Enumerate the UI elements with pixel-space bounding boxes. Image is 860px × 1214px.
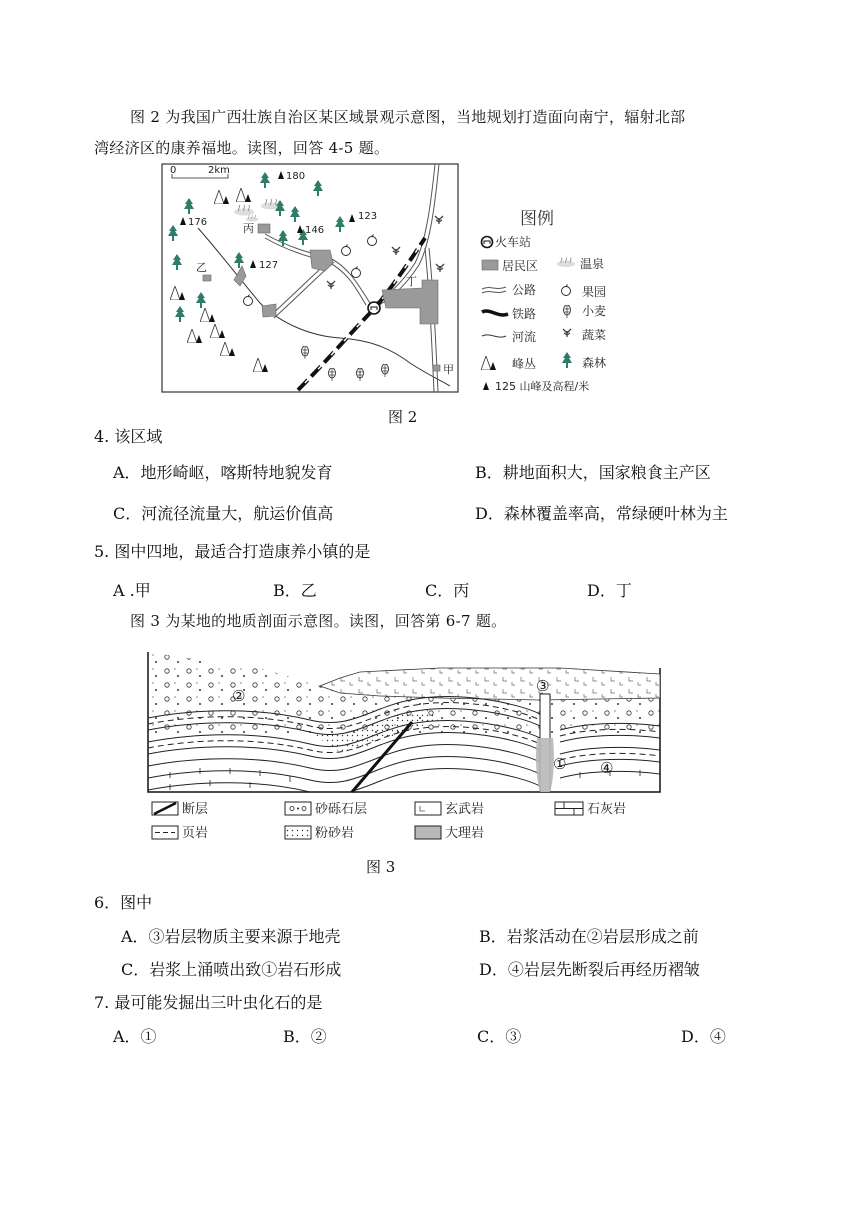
legend-limestone-icon bbox=[555, 802, 583, 815]
legend-railway: 铁路 bbox=[512, 307, 537, 321]
peak-elevation: 123 bbox=[358, 211, 378, 222]
place-bing: 丙 bbox=[243, 222, 254, 235]
legend-gravel-icon bbox=[285, 802, 311, 815]
peak-elevation: 176 bbox=[188, 217, 208, 228]
place-jia: 甲 bbox=[443, 363, 454, 376]
place-yi: 乙 bbox=[196, 261, 207, 274]
q7-option-a[interactable]: A．① bbox=[113, 1027, 157, 1046]
legend-orchard-icon bbox=[562, 285, 571, 296]
q4-option-c[interactable]: C．河流径流量大，航运价值高 bbox=[113, 504, 334, 523]
legend-limestone: 石灰岩 bbox=[587, 802, 627, 817]
legend-railway-icon bbox=[482, 311, 508, 315]
legend-road: 公路 bbox=[512, 283, 537, 297]
train-station-icon bbox=[368, 302, 380, 314]
legend-hotspring-icon bbox=[557, 257, 575, 267]
legend-fault: 断层 bbox=[182, 802, 209, 817]
legend-shale: 页岩 bbox=[182, 826, 209, 841]
legend-residential: 居民区 bbox=[502, 259, 539, 273]
legend-peak-icon bbox=[483, 382, 489, 390]
legend-station-icon bbox=[482, 237, 493, 248]
legend-forest: 森林 bbox=[582, 356, 607, 370]
geologic-section-figure bbox=[140, 638, 670, 848]
legend-forest-icon bbox=[562, 352, 572, 368]
q7-option-b[interactable]: B．② bbox=[283, 1027, 327, 1046]
legend-siltstone-icon bbox=[285, 826, 311, 839]
intro-line-1: 图 2 为我国广西壮族自治区某区域景观示意图，当地规划打造面向南宁，辐射北部 bbox=[130, 108, 686, 126]
landscape-map-figure bbox=[150, 158, 630, 398]
q4-option-a[interactable]: A．地形崎岖，喀斯特地貌发育 bbox=[113, 463, 333, 482]
q5-stem: 5. 图中四地，最适合打造康养小镇的是 bbox=[94, 542, 371, 561]
peak-elevation: 146 bbox=[305, 225, 325, 236]
legend-residential-icon bbox=[482, 260, 498, 270]
legend-orchard: 果园 bbox=[582, 285, 607, 299]
legend-shale-icon bbox=[152, 826, 178, 839]
legend-peak-cluster: 峰丛 bbox=[512, 357, 537, 371]
legend-river: 河流 bbox=[512, 330, 537, 344]
q7-stem: 7. 最可能发掘出三叶虫化石的是 bbox=[94, 993, 323, 1012]
legend-vegetable: 蔬菜 bbox=[582, 328, 607, 342]
section-label-3: ③ bbox=[536, 677, 550, 695]
legend-wheat: 小麦 bbox=[582, 304, 607, 318]
legend-fault-icon bbox=[152, 802, 178, 815]
legend-marble: 大理岩 bbox=[445, 826, 485, 841]
q5-option-c[interactable]: C．丙 bbox=[425, 581, 470, 600]
legend-peak-cluster-icon bbox=[481, 356, 496, 370]
q5-option-d[interactable]: D．丁 bbox=[587, 581, 632, 600]
intro-2: 图 3 为某地的地质剖面示意图。读图，回答第 6-7 题。 bbox=[130, 612, 507, 630]
figure2-caption: 图 2 bbox=[388, 408, 418, 426]
q5-option-a[interactable]: A .甲 bbox=[113, 581, 151, 600]
legend-basalt-icon bbox=[415, 802, 441, 815]
section-label-2: ② bbox=[232, 687, 246, 705]
legend-marble-icon bbox=[415, 826, 441, 839]
section-label-4: ④ bbox=[600, 759, 614, 777]
q6-option-c[interactable]: C．岩浆上涌喷出致①岩石形成 bbox=[121, 960, 342, 979]
legend-basalt: 玄武岩 bbox=[445, 802, 485, 817]
scale-length: 2km bbox=[208, 165, 230, 176]
peak-elevation: 127 bbox=[259, 260, 279, 271]
legend-hotspring: 温泉 bbox=[580, 257, 605, 271]
q5-option-b[interactable]: B．乙 bbox=[273, 581, 317, 600]
q4-stem: 4. 该区域 bbox=[94, 427, 163, 446]
q4-option-d[interactable]: D．森林覆盖率高，常绿硬叶林为主 bbox=[475, 504, 728, 523]
legend-road-icon bbox=[482, 287, 506, 293]
q7-option-d[interactable]: D．④ bbox=[681, 1027, 726, 1046]
legend-vegetable-icon bbox=[563, 329, 571, 337]
legend-river-icon bbox=[482, 335, 506, 337]
figure3-caption: 图 3 bbox=[366, 858, 396, 876]
legend-gravel: 砂砾石层 bbox=[315, 802, 368, 817]
peak-elevation: 180 bbox=[286, 171, 306, 182]
q6-option-d[interactable]: D．④岩层先断裂后再经历褶皱 bbox=[479, 960, 700, 979]
q4-option-b[interactable]: B．耕地面积大，国家粮食主产区 bbox=[475, 463, 711, 482]
place-ding: 丁 bbox=[406, 275, 417, 288]
legend-station: 火车站 bbox=[495, 235, 532, 249]
scale-zero: 0 bbox=[170, 165, 177, 176]
section-label-1: ① bbox=[553, 755, 567, 773]
q6-option-b[interactable]: B．岩浆活动在②岩层形成之前 bbox=[479, 927, 699, 946]
legend-peak-elevation: 125 山峰及高程/米 bbox=[495, 380, 590, 393]
legend-title: 图例 bbox=[520, 209, 554, 229]
intro-line-2: 湾经济区的康养福地。读图，回答 4-5 题。 bbox=[94, 139, 390, 157]
legend-siltstone: 粉砂岩 bbox=[315, 826, 355, 841]
q6-option-a[interactable]: A．③岩层物质主要来源于地壳 bbox=[121, 927, 341, 946]
legend-wheat-icon bbox=[564, 305, 571, 318]
q6-stem: 6．图中 bbox=[94, 893, 153, 912]
q7-option-c[interactable]: C．③ bbox=[477, 1027, 522, 1046]
